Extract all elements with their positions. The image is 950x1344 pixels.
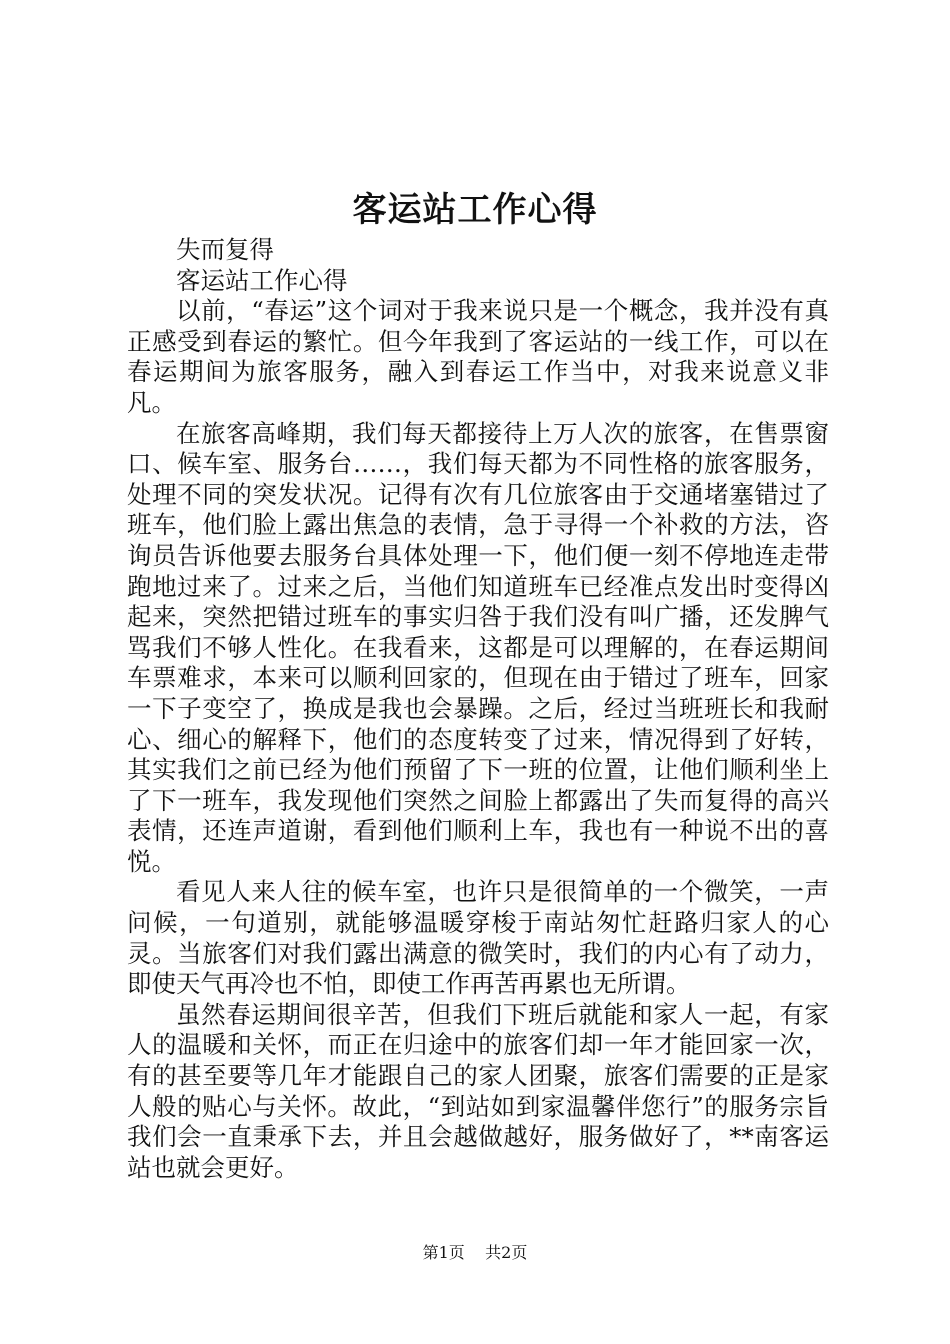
document-body [127, 235, 829, 1183]
body-paragraph: 虽然春运期间很辛苦，但我们下班后就能和家人一起，有家人的温暖和关怀，而正在归途中的旅客们却一年才能回家一次，有的甚至要等几年才能跟自己的家人团聚，旅客们需要的正是家人般的贴心与关怀。故此，“到站如到家温馨伴您行”的服务宗旨我们会一直秉承下去，并且会越做越好，服务做好了，**南客运站也就会更好。 [127, 999, 829, 1182]
subtitle-line: 失而复得 [176, 235, 274, 264]
body-paragraph: 以前，“春运”这个词对于我来说只是一个概念，我并没有真正感受到春运的繁忙。但今年我到了客运站的一线工作，可以在春运期间为旅客服务，融入到春运工作当中，对我来说意义非凡。 [127, 296, 829, 417]
subtitle-line: 客运站工作心得 [176, 265, 348, 295]
document-title: 客运站工作心得 [352, 190, 598, 230]
page-footer [0, 1242, 950, 1264]
body-paragraph: 看见人来人往的候车室，也许只是很简单的一个微笑，一声问候，一句道别，就能够温暖穿梭于南站匆忙赶路归家人的心灵。当旅客们对我们露出满意的微笑时，我们的内心有了动力，即使天气再冷也不怕，即使工作再苦再累也无所谓。 [127, 877, 829, 999]
page-number: 第1页 [422, 1243, 465, 1262]
page-total: 共2页 [485, 1243, 528, 1262]
body-paragraph: 在旅客高峰期，我们每天都接待上万人次的旅客，在售票窗口、候车室、服务台……，我们每天都为不同性格的旅客服务，处理不同的突发状况。记得有次有几位旅客由于交通堵塞错过了班车，他们脸上露出焦急的表情，急于寻得一个补救的方法，咨询员告诉他要去服务台具体处理一下，他们便一刻不停地连走带跑地过来了。过来之后，当他们知道班车已经准点发出时变得凶起来，突然把错过班车的事实归咎于我们没有叫广播，还发脾气骂我们不够人性化。在我看来，这都是可以理解的，在春运期间车票难求，本来可以顺利回家的，但现在由于错过了班车，回家一下子变空了，换成是我也会暴躁。之后，经过当班班长和我耐心、细心的解释下，他们的态度转变了过来，情况得到了好转，其实我们之前已经为他们预留了下一班的位置，让他们顺利坐上了下一班车，我发现他们突然之间脸上都露出了失而复得的高兴表情，还连声道谢，看到他们顺利上车，我也有一种说不出的喜悦。 [127, 418, 829, 876]
